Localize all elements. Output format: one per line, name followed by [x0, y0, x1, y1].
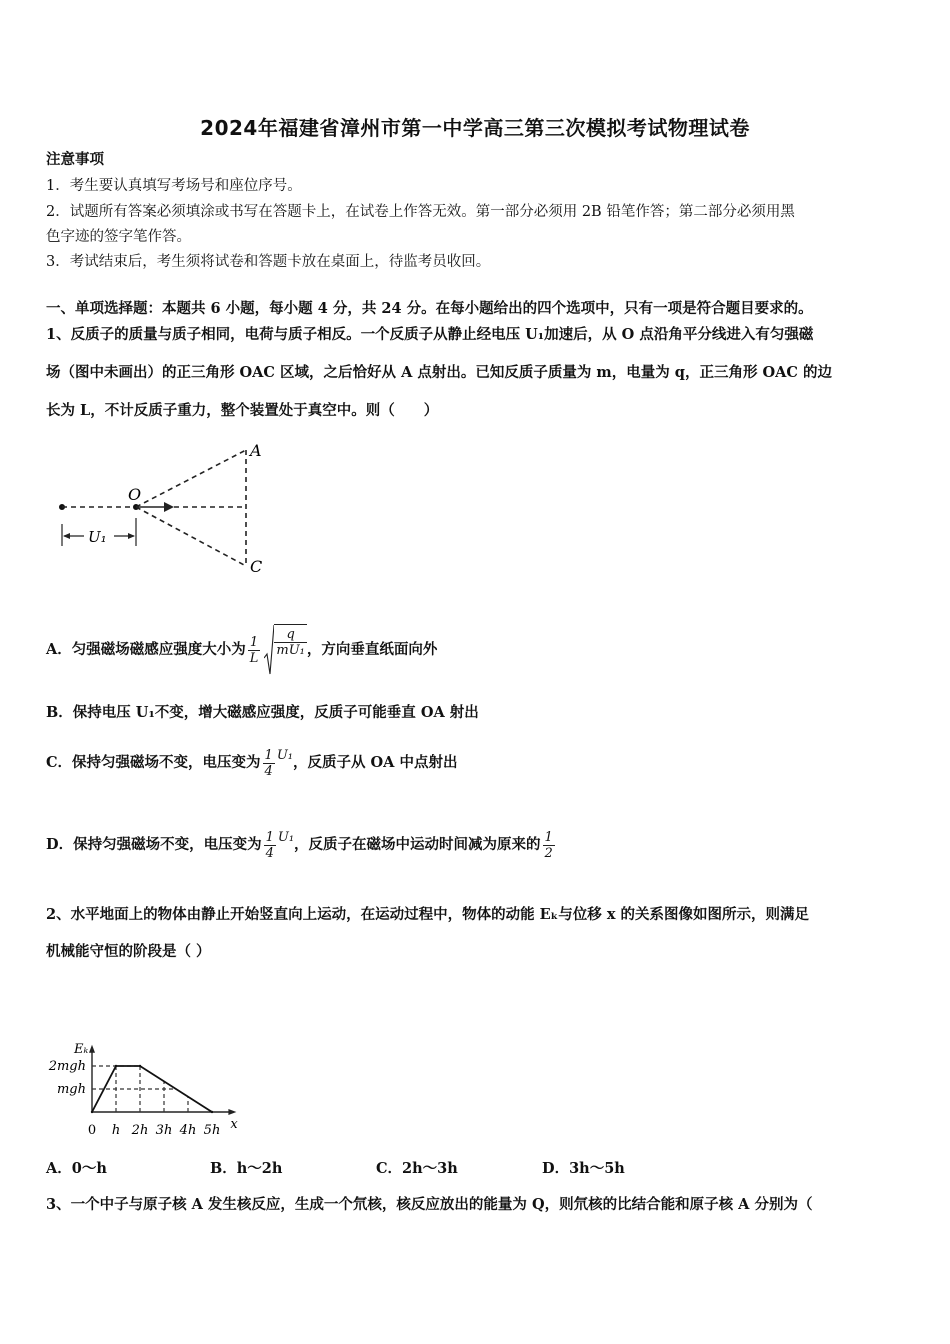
fraction-numerator: 1: [544, 829, 553, 845]
option-a-text: ，方向垂直纸面向外: [306, 641, 438, 658]
fraction-denominator: mU₁: [276, 643, 305, 658]
sqrt-sign: [264, 624, 274, 676]
arrowhead: [164, 502, 174, 512]
section-heading: 一、单项选择题：本题共 6 小题，每小题 4 分，共 24 分。在每小题给出的四个选项中，只有一项是符合题目要求的。: [46, 300, 813, 317]
label-u1: U₁: [88, 528, 107, 546]
notice-item: 3．考试结束后，考生须将试卷和答题卡放在桌面上，待监考员收回。: [46, 254, 491, 270]
question-3-text: 3、一个中子与原子核 A 发生核反应，生成一个氘核，核反应放出的能量为 Q，则氘核的比结合能和原子核 A 分别为（: [46, 1196, 813, 1213]
option-c: C．2h～3h: [376, 1160, 458, 1177]
question-1-text: 长为 L，不计反质子重力，整个装置处于真空中。则（ ）: [46, 402, 439, 419]
option-d: [46, 820, 557, 870]
option-d-text: ，反质子在磁场中运动时间减为原来的: [294, 836, 541, 853]
data-point: [115, 1065, 117, 1067]
variable-u1: U₁: [277, 830, 295, 845]
question-1-text: 1、反质子的质量与质子相同，电荷与质子相反。一个反质子从静止经电压 U₁加速后，从 O 点沿角平分线进入有匀强磁: [46, 326, 814, 343]
option-c-text: ，反质子从 OA 中点射出: [293, 754, 458, 771]
x-axis-label: x: [230, 1117, 238, 1132]
fraction-denominator: 2: [544, 845, 553, 861]
y-axis-arrow: [89, 1045, 95, 1053]
data-point: [211, 1111, 213, 1113]
x-tick-label: 5h: [203, 1123, 221, 1138]
option-a-text: A．匀强磁场磁感应强度大小为: [46, 641, 246, 658]
x-tick-label: 2h: [131, 1123, 149, 1138]
option-d-text: D．保持匀强磁场不变，电压变为: [46, 836, 262, 853]
fraction-numerator: 1: [264, 747, 273, 763]
fraction-denominator: L: [249, 650, 259, 666]
fraction-numerator: q: [274, 627, 307, 643]
label-o: O: [128, 485, 142, 504]
page-title: 2024年福建省漳州市第一中学高三第三次模拟考试物理试卷: [200, 116, 750, 140]
option-c-text: C．保持匀强磁场不变，电压变为: [46, 754, 261, 771]
option-d: D．3h～5h: [542, 1160, 625, 1177]
option-b: B．h～2h: [210, 1160, 283, 1177]
fraction-denominator: 4: [264, 763, 273, 779]
data-point: [91, 1111, 93, 1113]
y-tick-label: mgh: [56, 1082, 86, 1097]
notice-heading: 注意事项: [46, 151, 104, 168]
x-tick-label: 4h: [179, 1123, 197, 1138]
question-2-text: 2、水平地面上的物体由静止开始竖直向上运动，在运动过程中，物体的动能 Eₖ与位移 x 的关系图像如图所示，则满足: [46, 906, 810, 923]
question-1-text: 场（图中未画出）的正三角形 OAC 区域，之后恰好从 A 点射出。已知反质子质量为 m，电量为 q，正三角形 OAC 的边: [46, 364, 832, 381]
notice-item: 1．考生要认真填写考场号和座位序号。: [46, 178, 302, 194]
x-tick-label: 0: [87, 1123, 97, 1138]
fraction-denominator: 4: [265, 845, 274, 861]
fraction: [264, 830, 276, 861]
notice-item: 2．试题所有答案必须填涂或书写在答题卡上，在试卷上作答无效。第一部分必须用 2B 铅笔作答；第二部分必须用黑: [46, 204, 795, 220]
label-c: C: [250, 557, 263, 576]
fraction: [543, 830, 555, 861]
y-axis-label: Eₖ: [74, 1041, 89, 1057]
sqrt-expression: [264, 624, 307, 676]
side-oc: [136, 507, 246, 566]
y-tick-label: 2mgh: [48, 1059, 86, 1074]
arrowhead: [63, 533, 70, 539]
label-a: A: [250, 441, 262, 460]
x-axis-arrow: [228, 1109, 236, 1115]
option-b: B．保持电压 U₁不变，增大磁感应强度，反质子可能垂直 OA 射出: [46, 704, 479, 721]
variable-u1: U₁: [276, 748, 293, 763]
side-oa: [136, 450, 246, 507]
ek-x-chart: [44, 976, 264, 1142]
fraction-numerator: 1: [265, 829, 274, 845]
option-c: [46, 738, 457, 788]
fraction: [248, 635, 261, 666]
triangle-figure: [50, 438, 280, 578]
option-a: [46, 622, 437, 678]
option-a: A．0～h: [46, 1160, 107, 1177]
fraction-numerator: 1: [248, 635, 261, 651]
notice-item: 色字迹的签字笔作答。: [46, 229, 191, 245]
arrowhead: [128, 533, 135, 539]
x-tick-label: 3h: [155, 1123, 173, 1138]
data-point: [139, 1065, 141, 1067]
question-2-text: 机械能守恒的阶段是（ ）: [46, 943, 211, 960]
fraction: [263, 748, 275, 779]
fraction: [274, 624, 307, 676]
x-tick-label: h: [111, 1123, 121, 1138]
